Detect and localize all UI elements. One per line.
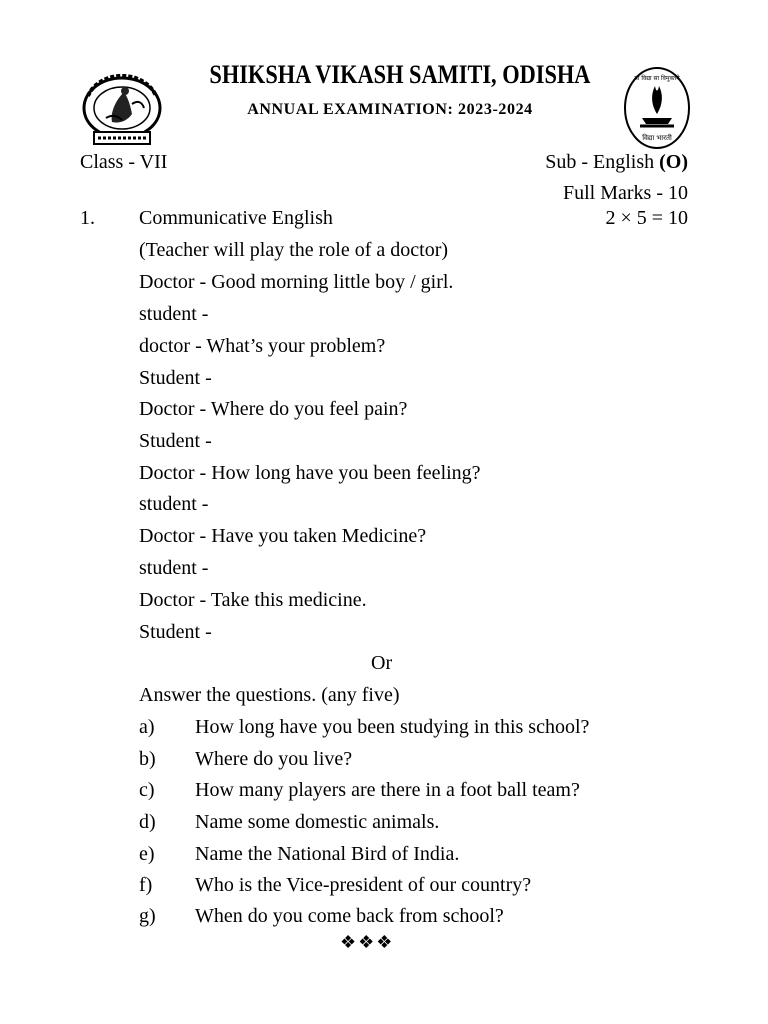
- dialogue-line: Doctor - Have you taken Medicine?: [139, 525, 427, 547]
- question-heading: Communicative English: [139, 207, 333, 229]
- full-marks: Full Marks - 10: [563, 182, 688, 204]
- emblem-top-text: या विद्या सा विमुक्तये: [634, 75, 680, 82]
- item-text: How many players are there in a foot ball team?: [195, 779, 580, 801]
- subject-suffix: (O): [659, 151, 688, 173]
- item-letter: b): [139, 748, 156, 770]
- dialogue-line: Student -: [139, 367, 212, 389]
- class-label: Class - VII: [80, 151, 168, 173]
- exam-subtitle: ANNUAL EXAMINATION: 2023-2024: [247, 101, 533, 118]
- item-letter: g): [139, 905, 156, 927]
- question-number: 1.: [80, 207, 95, 229]
- dialogue-line: Student -: [139, 621, 212, 643]
- page-title: SHIKSHA VIKASH SAMITI, ODISHA: [209, 60, 591, 89]
- dialogue-line: Doctor - Good morning little boy / girl.: [139, 271, 454, 293]
- dialogue-line: (Teacher will play the role of a doctor): [139, 239, 449, 261]
- item-letter: c): [139, 779, 155, 801]
- item-letter: e): [139, 843, 155, 865]
- dialogue-line: student -: [139, 493, 209, 515]
- item-text: Who is the Vice-president of our country?: [195, 874, 532, 896]
- dialogue-line: Doctor - Where do you feel pain?: [139, 398, 408, 420]
- item-text: Where do you live?: [195, 748, 353, 770]
- question-marks: 2 × 5 = 10: [605, 207, 688, 229]
- dialogue-line: student -: [139, 557, 209, 579]
- samiti-emblem-icon: [72, 74, 172, 146]
- item-letter: a): [139, 716, 155, 738]
- end-ornament: ❖❖❖: [340, 932, 395, 952]
- emblem-bottom-text: विद्या भारती: [642, 134, 672, 142]
- subject-prefix: Sub - English: [545, 151, 660, 173]
- dialogue-line: student -: [139, 303, 209, 325]
- item-letter: d): [139, 811, 156, 833]
- dialogue-line: Doctor - Take this medicine.: [139, 589, 367, 611]
- item-text: How long have you been studying in this school?: [195, 716, 590, 738]
- instruction-text: Answer the questions. (any five): [139, 684, 400, 706]
- subject-label: [545, 150, 688, 174]
- or-divider: Or: [371, 652, 393, 674]
- item-letter: f): [139, 874, 153, 896]
- item-text: When do you come back from school?: [195, 905, 504, 927]
- item-text: Name the National Bird of India.: [195, 843, 460, 865]
- dialogue-line: Doctor - How long have you been feeling?: [139, 462, 481, 484]
- dialogue-line: doctor - What’s your problem?: [139, 335, 386, 357]
- vidya-bharati-emblem-icon: [622, 66, 692, 150]
- item-text: Name some domestic animals.: [195, 811, 440, 833]
- dialogue-line: Student -: [139, 430, 212, 452]
